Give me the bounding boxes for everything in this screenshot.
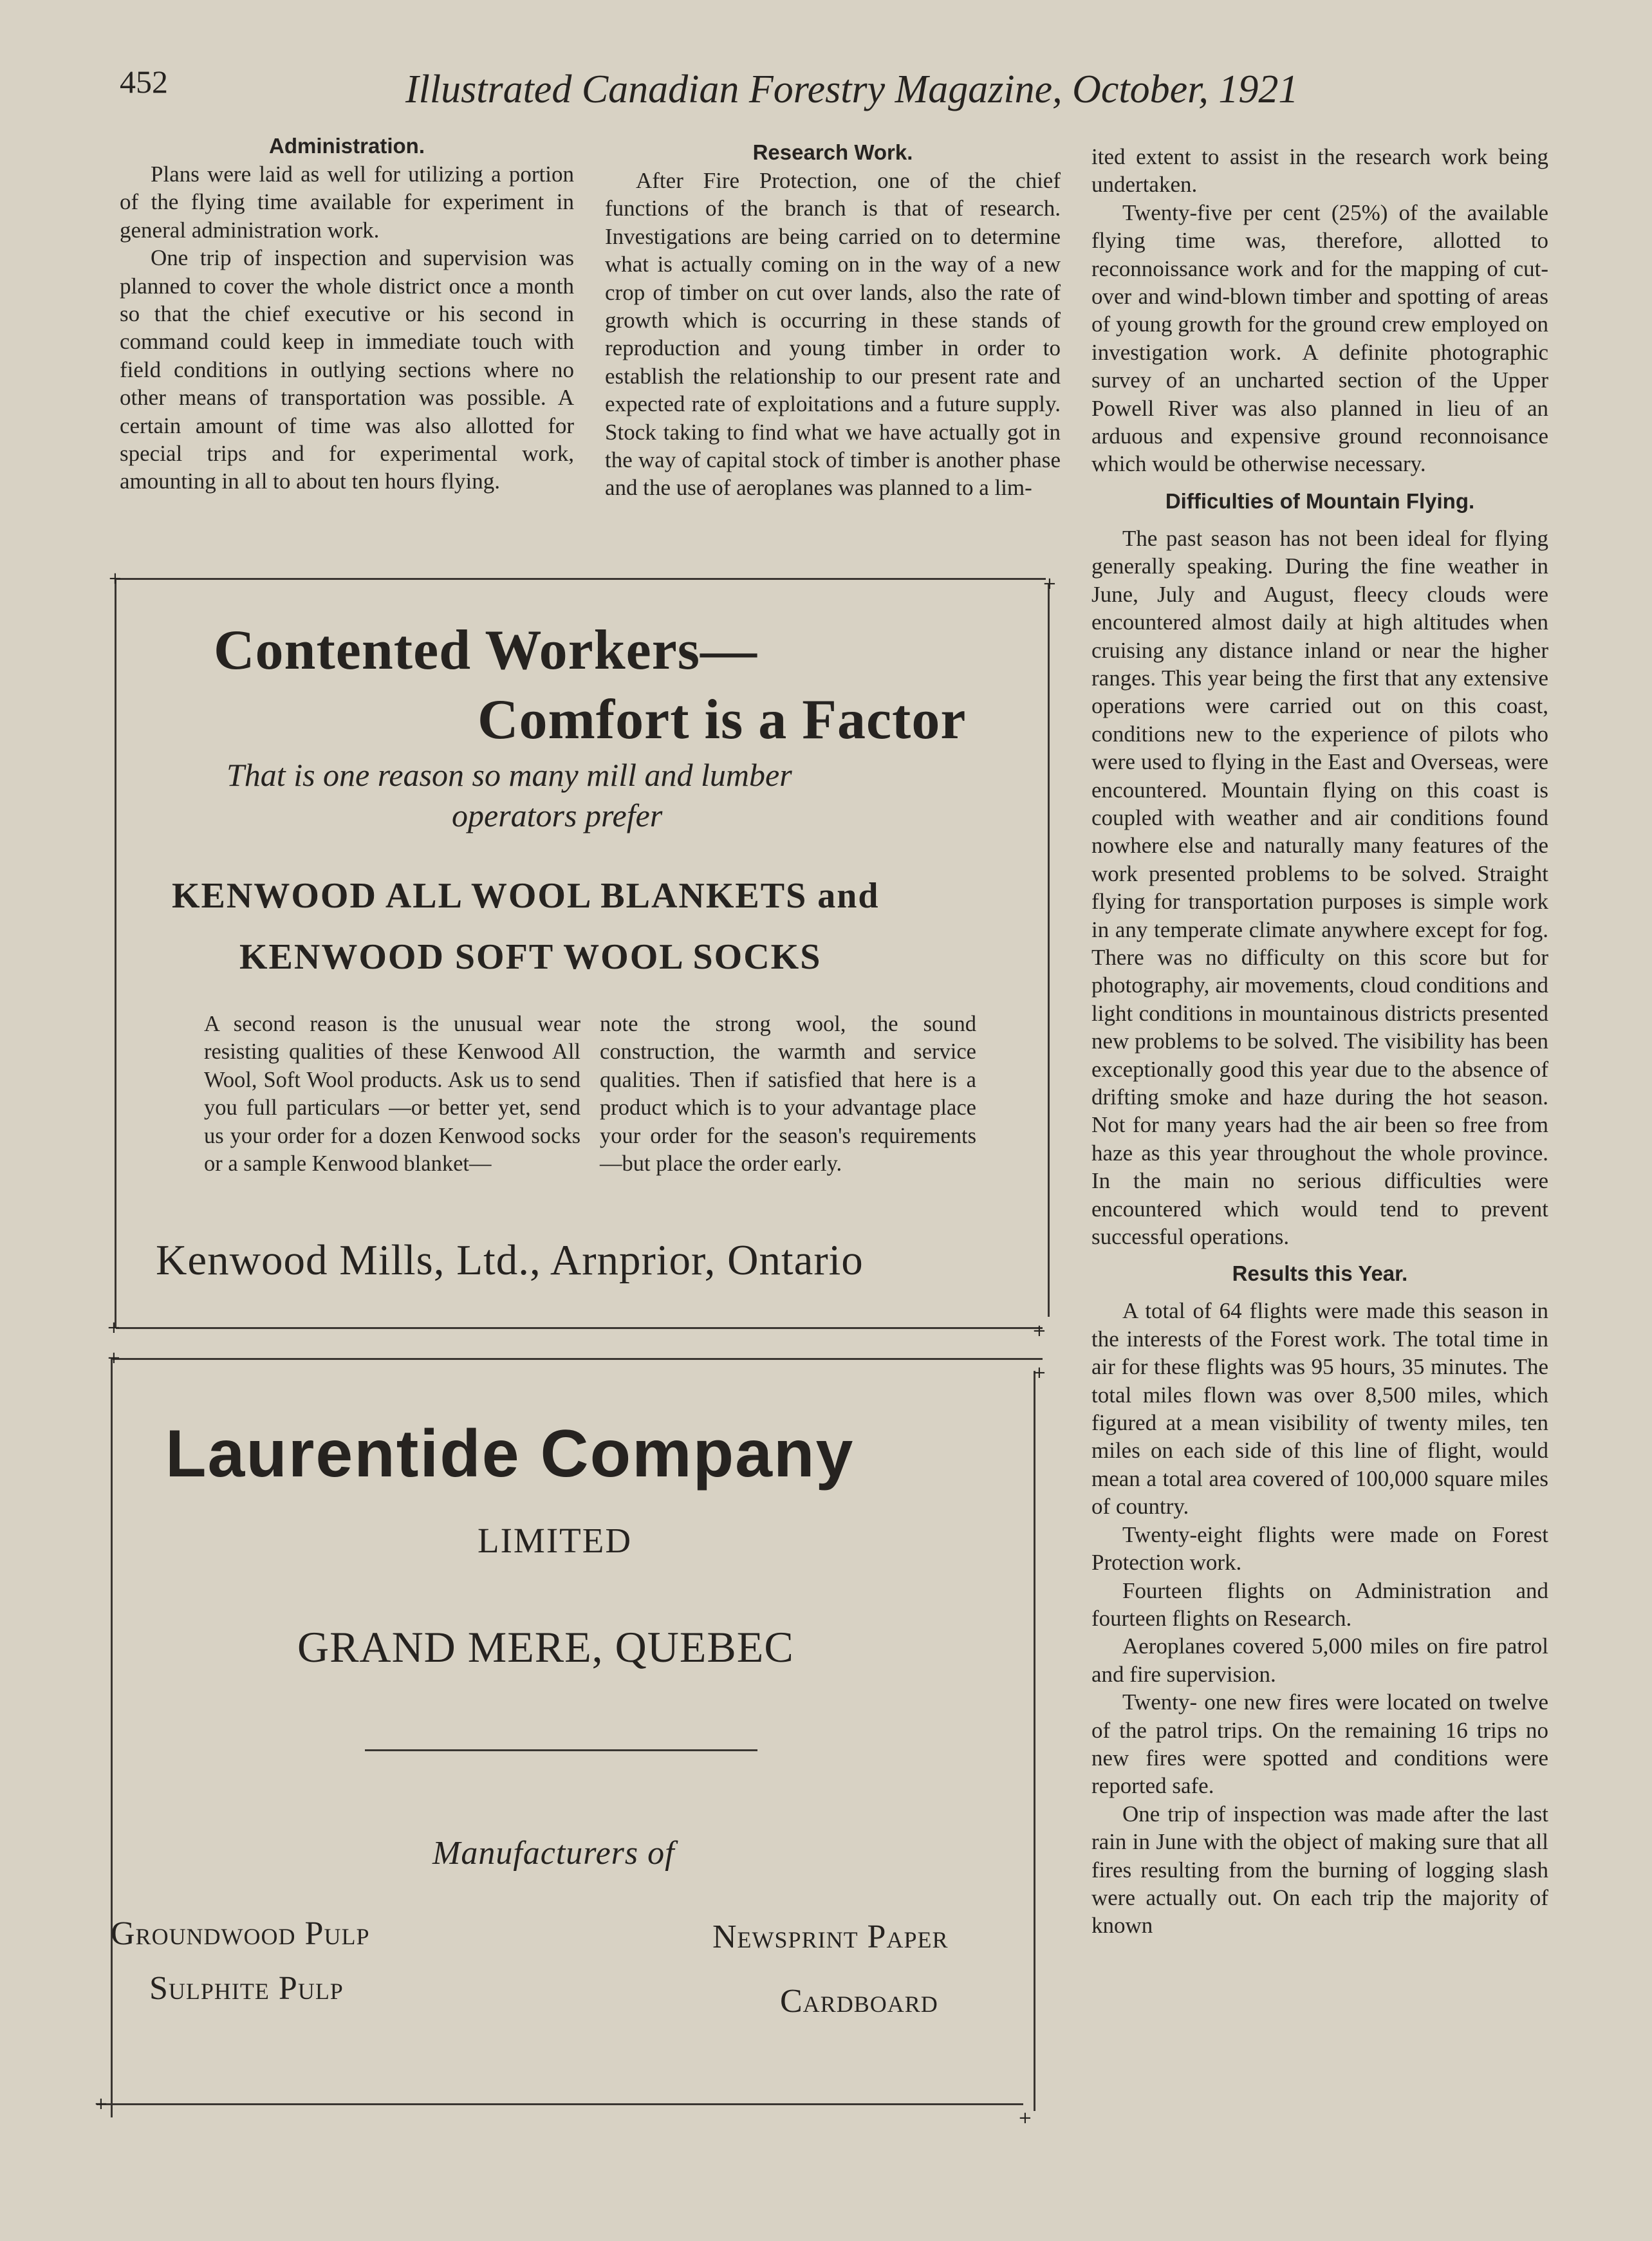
ad-location: GRAND MERE, QUEBEC: [297, 1623, 794, 1671]
column-right: [1091, 143, 1548, 1940]
ad-product: Cardboard: [780, 1983, 938, 2020]
paragraph: A total of 64 flights were made this season in the interests of the Forest work. The total time in air for these flights was 95 hours, 35 minutes. The total miles flown was over 8,500 miles, which figured at a mean visibility of twenty miles, ten miles on each side of this line of flight, would mean a total area covered of 100,000 square miles of country.: [1091, 1298, 1548, 1520]
corner-ornament: +: [1018, 2108, 1032, 2128]
corner-ornament: +: [1043, 574, 1057, 593]
ad-company-suffix: LIMITED: [478, 1521, 633, 1560]
ad-product: Groundwood Pulp: [111, 1915, 370, 1952]
corner-ornament: +: [94, 2094, 108, 2114]
ad-subline: operators prefer: [452, 797, 663, 833]
paragraph: Twenty-eight flights were made on Forest Protection work.: [1091, 1521, 1548, 1576]
paragraph: Plans were laid as well for utilizing a portion of the flying time available for experiment in general administration work.: [120, 162, 574, 243]
heading-administration: Administration.: [268, 134, 425, 158]
corner-ornament: +: [107, 1318, 121, 1337]
corner-ornament: +: [1032, 1363, 1046, 1382]
ad-product-line: KENWOOD SOFT WOOL SOCKS: [239, 937, 822, 977]
ad-headline: Comfort is a Factor: [478, 689, 967, 751]
kenwood-advertisement: [111, 573, 1050, 1329]
ad-product: Sulphite Pulp: [149, 1970, 344, 2007]
ad-company-name: Laurentide Company: [165, 1417, 855, 1491]
ad-footer: Kenwood Mills, Ltd., Arnprior, Ontario: [156, 1236, 864, 1284]
ad-manufacturers-label: Manufacturers of: [432, 1835, 675, 1872]
ad-headline: Contented Workers—: [214, 619, 758, 682]
paragraph: Fourteen flights on Administration and fourteen flights on Research.: [1091, 1577, 1548, 1631]
paragraph: After Fire Protection, one of the chief functions of the branch is that of research. Investigations are being carried on to determine what is actually coming on in the way of a new crop of timber on cut over lands, also the rate of growth which is occurring in these stands of reproduction and young timber in order to establish the relationship to our present rate and expected rate of exploitations and a future supply. Stock taking to find what we have actually got in the way of capital stock of timber is another phase and the use of aeroplanes was planned to a lim-: [605, 168, 1061, 501]
ad-body-right: note the strong wool, the sound construction, the warmth and service qualities. Then if satisfied that here is a product which is to your advantage place your order for the season's requirements—but place the order early.: [600, 1012, 976, 1176]
heading-mountain-flying: Difficulties of Mountain Flying.: [1165, 488, 1475, 513]
column-research-work: [605, 138, 1061, 502]
page-number: 452: [120, 64, 168, 100]
running-title: Illustrated Canadian Forestry Magazine, October, 1921: [405, 68, 1299, 111]
ad-product-line: KENWOOD ALL WOOL BLANKETS and: [172, 876, 880, 916]
paragraph: Twenty- one new fires were located on twelve of the patrol trips. On the remaining 16 trips no new fires were spotted and conditions were reported safe.: [1091, 1689, 1548, 1799]
ad-product: Newsprint Paper: [712, 1919, 949, 1955]
ad-body-left: A second reason is the unusual wear resisting qualities of these Kenwood All Wool, Soft Wool products. Ask us to send you full particulars —or better yet, send us your order for a dozen Kenwood socks or a sample Kenwood blanket—: [204, 1012, 580, 1176]
paragraph: Twenty-five per cent (25%) of the available flying time was, therefore, allotted to reconnoissance work and for the mapping of cut-over and wind-blown timber and spotting of areas of young growth for the ground crew employed on investigation work. A definite photographic survey of an uncharted section of the Upper Powell River was also planned in lieu of an arduous and expensive ground reconnoisance which would be otherwise necessary.: [1091, 200, 1548, 477]
paragraph: One trip of inspection and supervision was planned to cover the whole district once a month so that the chief executive or his second in command could keep in immediate touch with field conditions in outlying sections where no other means of transportation was possible. A certain amount of time was also allotted for special trips and for experimental work, amounting in all to about ten hours flying.: [120, 245, 574, 494]
laurentide-advertisement: [111, 1352, 1047, 2121]
paragraph: One trip of inspection was made after the last rain in June with the object of making sure that all fires resulting from the burning of logging slash were actually out. On each trip the majority of known: [1091, 1801, 1548, 1939]
paragraph: Aeroplanes covered 5,000 miles on fire patrol and fire supervision.: [1091, 1633, 1548, 1687]
paragraph: ited extent to assist in the research work being undertaken.: [1091, 144, 1548, 198]
corner-ornament: +: [107, 1348, 121, 1368]
column-administration: [120, 132, 574, 496]
paragraph: The past season has not been ideal for flying generally speaking. During the fine weather in June, July and August, fleecy clouds were encountered almost daily at high altitudes when cruising any distance inland or near the higher ranges. This year being the first that any extensive operations were carried out on this coast, conditions new to the experience of pilots who were used to flying in the East and Overseas, were encountered. Mountain flying on this coast is coupled with weather and air conditions found nowhere else and naturally many features of the work presented problems to be solved. Straight flying for transportation purposes is simple work in any temperate climate anywhere except for fog. There was no difficulty on this score but for photography, air movements, cloud conditions and light conditions in mountainous districts presented new problems to be solved. The visibility has been exceptionally good this year due to the absence of drifting smoke and haze during the hot season. Not for many years had the air been so free from haze as this year throughout the whole province. In the main no serious difficulties were encountered which would tend to prevent successful operations.: [1091, 525, 1548, 1250]
heading-research-work: Research Work.: [752, 140, 913, 164]
corner-ornament: +: [108, 569, 122, 588]
ad-subline: That is one reason so many mill and lumber: [227, 757, 792, 793]
heading-results: Results this Year.: [1232, 1261, 1408, 1286]
corner-ornament: +: [1032, 1321, 1046, 1341]
ad-divider: [365, 1749, 757, 1751]
